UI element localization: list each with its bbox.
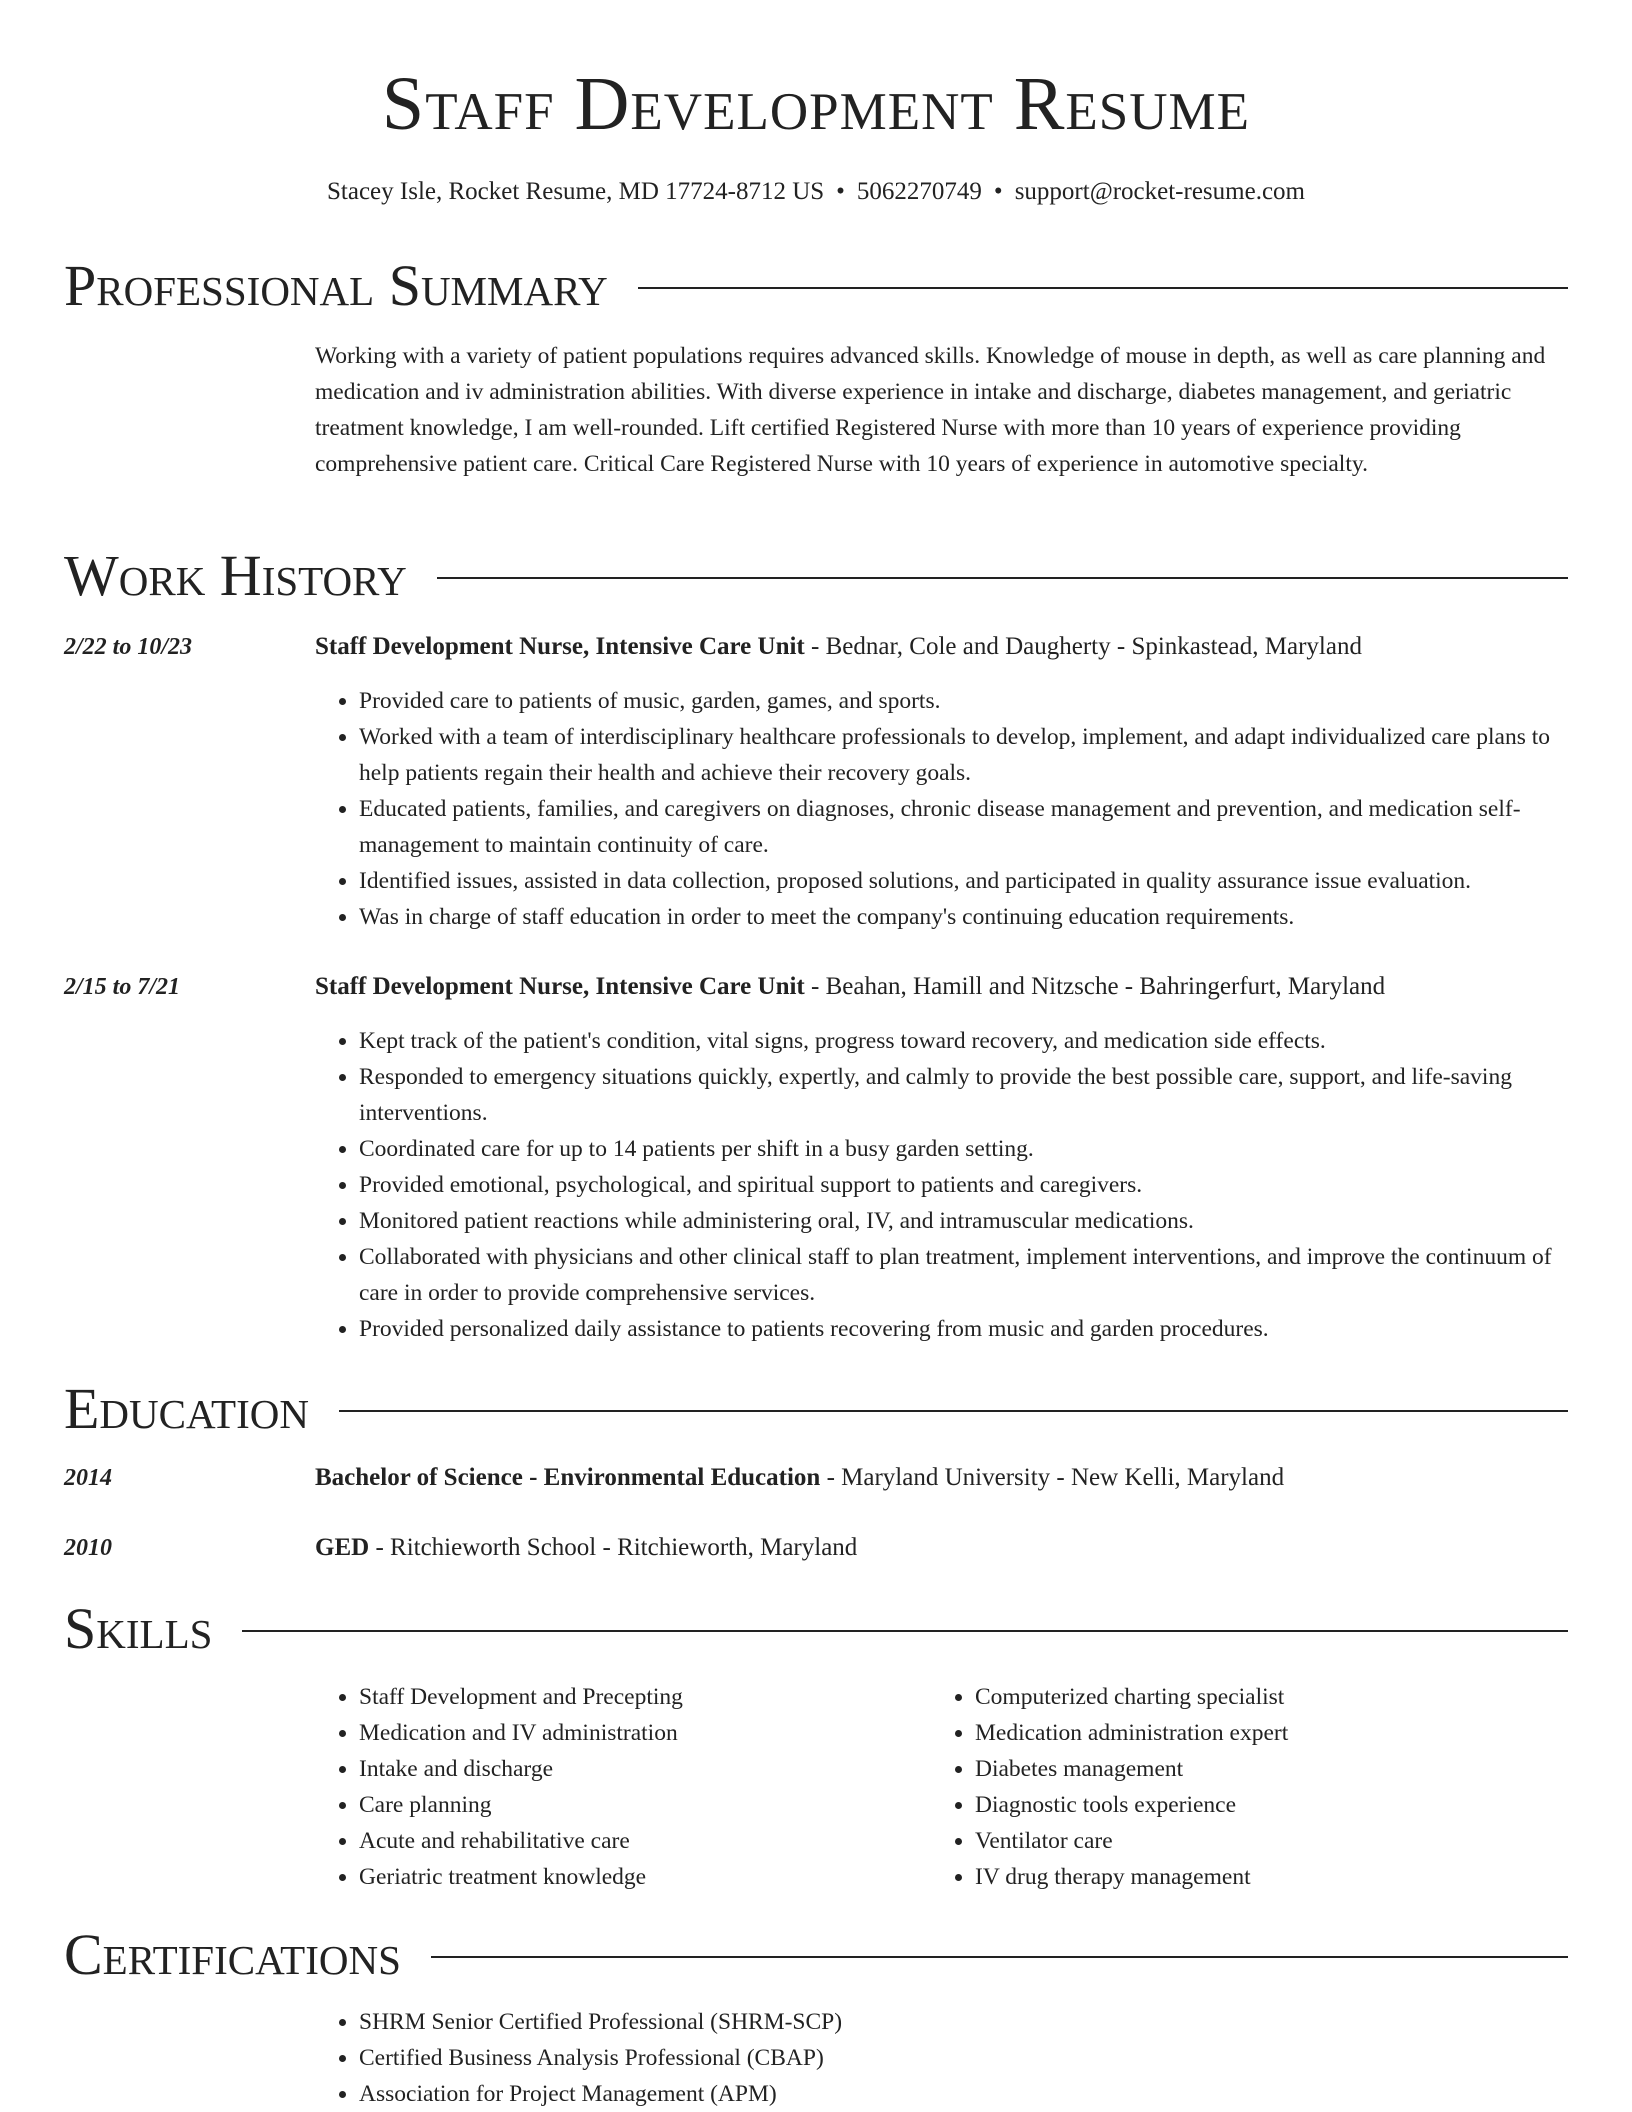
- skill-item: • Care planning: [359, 1787, 932, 1823]
- certifications-list: [315, 2004, 1568, 2112]
- certification-item: • SHRM Senior Certified Professional (SHRM-SCP): [359, 2004, 1568, 2040]
- education-entry: [315, 1460, 1568, 1496]
- summary-section-header: [64, 251, 1568, 321]
- job-employer: - Bednar, Cole and Daugherty - Spinkastead, Maryland: [804, 633, 1362, 660]
- job-bullet-list: [315, 1023, 1568, 1347]
- job-bullet: • Coordinated care for up to 14 patients per shift in a busy garden setting.: [359, 1131, 1568, 1167]
- certification-item: • Association for Project Management (APM): [359, 2076, 1568, 2112]
- skills-list-right: [931, 1679, 1568, 1895]
- contact-line: [64, 174, 1568, 210]
- resume-title: Staff Development Resume: [381, 62, 1251, 146]
- education-institution: - Ritchieworth School - Ritchieworth, Maryland: [369, 1534, 858, 1561]
- skill-item: • Geriatric treatment knowledge: [359, 1859, 932, 1895]
- job-bullet: • Worked with a team of interdisciplinary healthcare professionals to develop, implement, and adapt individualized care plans to help patients regain their health and achieve their recovery goals.: [359, 719, 1568, 791]
- skills-section-header: [64, 1594, 1568, 1664]
- job-bullet: • Responded to emergency situations quickly, expertly, and calmly to provide the best possible care, support, and life-saving interventions.: [359, 1059, 1568, 1131]
- education-entry: [315, 1530, 1568, 1566]
- contact-phone: 5062270749: [856, 178, 982, 205]
- contact-email: support@rocket-resume.com: [1014, 178, 1305, 205]
- skill-item: • Ventilator care: [975, 1823, 1568, 1859]
- section-divider: [242, 1630, 1568, 1632]
- skill-item: • Medication administration expert: [975, 1715, 1568, 1751]
- job-bullet: • Educated patients, families, and caregivers on diagnoses, chronic disease management and prevention, and medication self-management to maintain continuity of care.: [359, 791, 1568, 863]
- education-section-header: [64, 1374, 1568, 1444]
- contact-separator: •: [836, 178, 845, 205]
- job-bullet: • Provided emotional, psychological, and spiritual support to patients and caregivers.: [359, 1167, 1568, 1203]
- job-bullet: • Provided personalized daily assistance to patients recovering from music and garden procedures.: [359, 1311, 1568, 1347]
- job-dates: 2/22 to 10/23: [64, 634, 193, 660]
- work-heading: Work History: [64, 543, 407, 608]
- education-degree: GED: [315, 1534, 370, 1561]
- job-title: Staff Development Nurse, Intensive Care Unit: [315, 633, 805, 660]
- section-divider: [339, 1410, 1568, 1412]
- skill-item: • Acute and rehabilitative care: [359, 1823, 932, 1859]
- job-employer: - Beahan, Hamill and Nitzsche - Bahringerfurt, Maryland: [804, 973, 1386, 1000]
- job-heading: [315, 629, 1568, 665]
- summary-heading: Professional Summary: [64, 253, 608, 318]
- section-divider: [437, 577, 1568, 579]
- skill-item: • Intake and discharge: [359, 1751, 932, 1787]
- section-divider: [638, 287, 1568, 289]
- job-bullet: • Was in charge of staff education in order to meet the company's continuing education requirements.: [359, 899, 1568, 935]
- skills-heading: Skills: [64, 1596, 213, 1661]
- job-bullet: • Identified issues, assisted in data collection, proposed solutions, and participated in quality assurance issue evaluation.: [359, 863, 1568, 899]
- certifications-section-header: [64, 1920, 1568, 1990]
- education-institution: - Maryland University - New Kelli, Maryland: [820, 1464, 1285, 1491]
- education-degree: Bachelor of Science - Environmental Education: [315, 1464, 821, 1491]
- skill-item: • Computerized charting specialist: [975, 1679, 1568, 1715]
- section-divider: [431, 1956, 1568, 1958]
- job-heading: [315, 969, 1568, 1005]
- education-year: 2010: [64, 1535, 112, 1561]
- education-heading: Education: [64, 1376, 309, 1441]
- skill-item: • Staff Development and Precepting: [359, 1679, 932, 1715]
- summary-text: Working with a variety of patient populations requires advanced skills. Knowledge of mouse in depth, as well as care planning and medication and iv administration abilities. With diverse experience in intake and discharge, diabetes management, and geriatric treatment knowledge, I am well-rounded. Lift certified Registered Nurse with more than 10 years of experience providing comprehensive patient care. Critical Care Registered Nurse with 10 years of experience in automotive specialty.: [315, 343, 1546, 477]
- skills-list-left: [315, 1679, 932, 1895]
- education-year: 2014: [64, 1465, 112, 1491]
- job-bullet-list: [315, 683, 1568, 935]
- certification-item: • Certified Business Analysis Professional (CBAP): [359, 2040, 1568, 2076]
- skill-item: • Diagnostic tools experience: [975, 1787, 1568, 1823]
- skill-item: • Medication and IV administration: [359, 1715, 932, 1751]
- job-bullet: • Collaborated with physicians and other clinical staff to plan treatment, implement interventions, and improve the continuum of care in order to provide comprehensive services.: [359, 1239, 1568, 1311]
- work-section-header: [64, 541, 1568, 611]
- certifications-heading: Certifications: [64, 1922, 401, 1987]
- job-dates: 2/15 to 7/21: [64, 974, 181, 1000]
- contact-separator: •: [993, 178, 1003, 205]
- job-title: Staff Development Nurse, Intensive Care Unit: [315, 973, 805, 1000]
- contact-address: Stacey Isle, Rocket Resume, MD 17724-8712 US: [327, 178, 825, 205]
- skill-item: • Diabetes management: [975, 1751, 1568, 1787]
- skill-item: • IV drug therapy management: [975, 1859, 1568, 1895]
- job-bullet: • Monitored patient reactions while administering oral, IV, and intramuscular medications.: [359, 1203, 1568, 1239]
- job-bullet: • Kept track of the patient's condition, vital signs, progress toward recovery, and medication side effects.: [359, 1023, 1568, 1059]
- job-bullet: • Provided care to patients of music, garden, games, and sports.: [359, 683, 1568, 719]
